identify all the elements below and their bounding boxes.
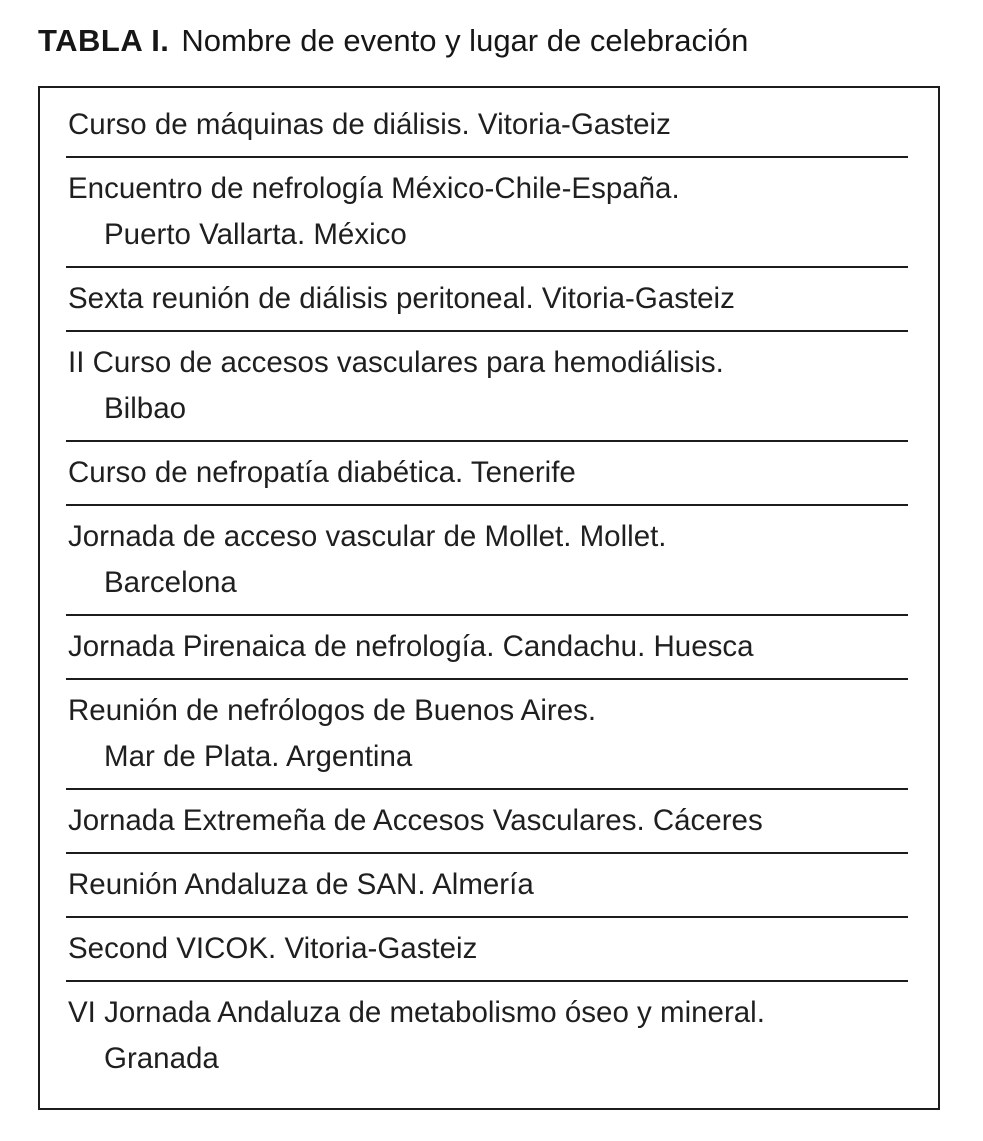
table-row [66,918,908,982]
event-text: Jornada Pirenaica de nefrología. Candachu. Huesca [68,630,754,663]
table-row [66,442,908,506]
table-row [66,158,908,268]
event-text: II Curso de accesos vasculares para hemodiálisis. [68,346,724,379]
table-row [66,268,908,332]
table-row [66,616,908,680]
event-text: Jornada de acceso vascular de Mollet. Mollet. [68,520,667,553]
event-text: Encuentro de nefrología México-Chile-España. [68,172,680,205]
table-row [66,506,908,616]
table-title-label: TABLA I. [38,23,170,58]
event-text: Jornada Extremeña de Accesos Vasculares. Cáceres [68,804,763,837]
event-text: Curso de máquinas de diálisis. Vitoria-Gasteiz [68,108,671,141]
event-text: Reunión de nefrólogos de Buenos Aires. [68,694,597,727]
event-text: Sexta reunión de diálisis peritoneal. Vitoria-Gasteiz [68,282,735,315]
event-text: Curso de nefropatía diabética. Tenerife [68,456,576,489]
event-table [38,86,940,1110]
event-text: Reunión Andaluza de SAN. Almería [68,868,534,901]
table-row [66,332,908,442]
table-title-text: Nombre de evento y lugar de celebración [181,23,749,58]
table-row [66,94,908,158]
table-row [66,854,908,918]
event-text-continuation: Granada [104,1042,219,1075]
table-row [66,982,908,1090]
event-text-continuation: Barcelona [104,566,237,599]
event-text-continuation: Puerto Vallarta. México [104,218,407,251]
table-title [38,22,940,60]
event-text-continuation: Bilbao [104,392,187,425]
event-text: Second VICOK. Vitoria-Gasteiz [68,932,478,965]
event-text-continuation: Mar de Plata. Argentina [104,740,413,773]
event-text: VI Jornada Andaluza de metabolismo óseo y mineral. [68,996,765,1029]
table-row [66,790,908,854]
table-row [66,680,908,790]
